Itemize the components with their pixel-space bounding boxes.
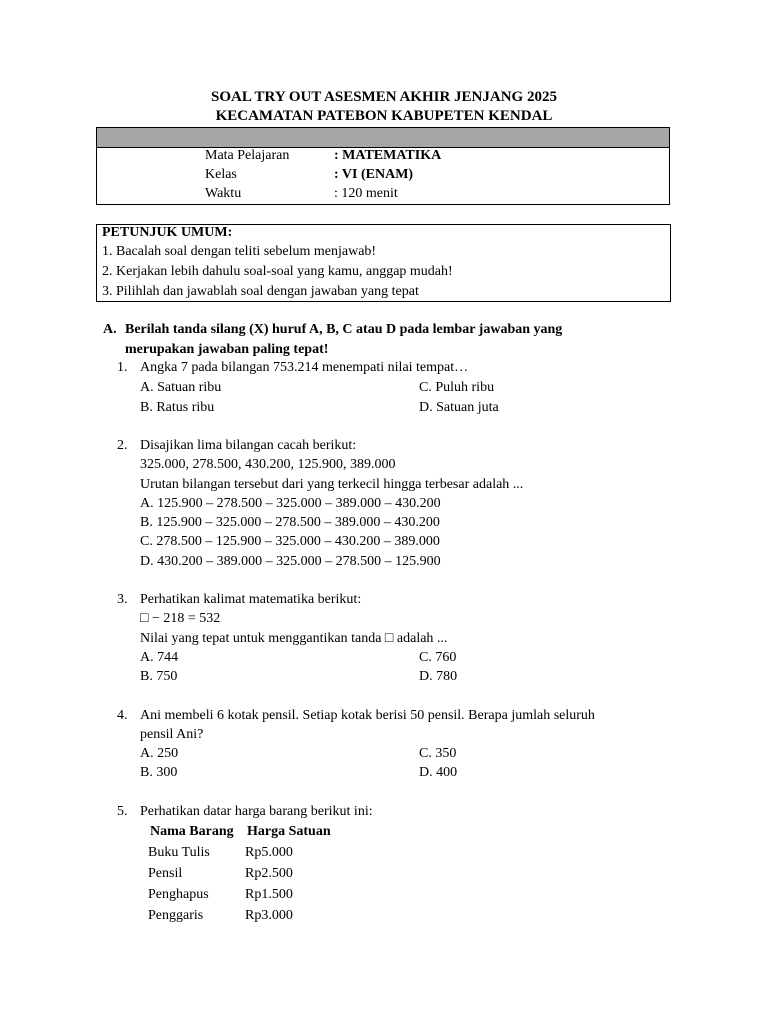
item-name: Penghapus bbox=[148, 887, 209, 902]
question-text-line1: Ani membeli 6 kotak pensil. Setiap kotak berisi 50 pensil. Berapa jumlah seluruh bbox=[140, 708, 595, 723]
question-prompt: Nilai yang tepat untuk menggantikan tanda □ adalah ... bbox=[140, 631, 448, 646]
item-price: Rp2.500 bbox=[245, 866, 293, 881]
question-number: 2. bbox=[117, 438, 128, 453]
question-text: Perhatikan datar harga barang berikut ini: bbox=[140, 804, 373, 819]
option-c[interactable]: C. Puluh ribu bbox=[419, 380, 495, 395]
page-subtitle: KECAMATAN PATEBON KABUPETEN KENDAL bbox=[215, 108, 553, 124]
question-text: Disajikan lima bilangan cacah berikut: bbox=[140, 438, 357, 453]
question-number: 4. bbox=[117, 708, 128, 723]
question-text-line2: pensil Ani? bbox=[140, 727, 204, 742]
item-price: Rp1.500 bbox=[245, 887, 293, 902]
option-c[interactable]: C. 350 bbox=[419, 746, 457, 761]
question-numbers: 325.000, 278.500, 430.200, 125.900, 389.000 bbox=[140, 457, 396, 472]
question-number: 3. bbox=[117, 592, 128, 607]
question-prompt: Urutan bilangan tersebut dari yang terkecil hingga terbesar adalah ... bbox=[140, 477, 524, 492]
item-name: Buku Tulis bbox=[148, 845, 210, 860]
instructions-box bbox=[96, 224, 671, 302]
section-label: A. bbox=[103, 322, 117, 337]
option-b[interactable]: B. 300 bbox=[140, 765, 178, 780]
option-a[interactable]: A. Satuan ribu bbox=[140, 380, 222, 395]
time-value: : 120 menit bbox=[334, 186, 398, 201]
option-b[interactable]: B. 125.900 – 325.000 – 278.500 – 389.000 – 430.200 bbox=[140, 515, 440, 530]
option-a[interactable]: A. 250 bbox=[140, 746, 179, 761]
item-name: Penggaris bbox=[148, 908, 204, 923]
info-header-bar bbox=[97, 128, 669, 148]
option-d[interactable]: D. 400 bbox=[419, 765, 458, 780]
header-unit-price: Harga Satuan bbox=[247, 824, 331, 839]
subject-label: Mata Pelajaran bbox=[205, 148, 290, 163]
option-c[interactable]: C. 760 bbox=[419, 650, 457, 665]
subject-value: : MATEMATIKA bbox=[334, 148, 442, 163]
item-name: Pensil bbox=[148, 866, 183, 881]
class-label: Kelas bbox=[205, 167, 237, 182]
option-d[interactable]: D. Satuan juta bbox=[419, 400, 499, 415]
info-box bbox=[96, 127, 670, 205]
question-number: 1. bbox=[117, 360, 128, 375]
header-item-name: Nama Barang bbox=[150, 824, 234, 839]
option-b[interactable]: B. Ratus ribu bbox=[140, 400, 215, 415]
question-number: 5. bbox=[117, 804, 128, 819]
item-price: Rp5.000 bbox=[245, 845, 293, 860]
option-c[interactable]: C. 278.500 – 125.900 – 325.000 – 430.200 – 389.000 bbox=[140, 534, 440, 549]
option-a[interactable]: A. 744 bbox=[140, 650, 179, 665]
page-title: SOAL TRY OUT ASESMEN AKHIR JENJANG 2025 bbox=[211, 89, 557, 105]
option-d[interactable]: D. 430.200 – 389.000 – 325.000 – 278.500 – 125.900 bbox=[140, 554, 441, 569]
item-price: Rp3.000 bbox=[245, 908, 293, 923]
question-equation: □ − 218 = 532 bbox=[140, 611, 221, 626]
instruction-item: 1. Bacalah soal dengan teliti sebelum menjawab! bbox=[102, 244, 377, 259]
time-label: Waktu bbox=[205, 186, 242, 201]
question-text: Perhatikan kalimat matematika berikut: bbox=[140, 592, 362, 607]
option-d[interactable]: D. 780 bbox=[419, 669, 458, 684]
option-a[interactable]: A. 125.900 – 278.500 – 325.000 – 389.000 – 430.200 bbox=[140, 496, 441, 511]
section-instruction-line1: Berilah tanda silang (X) huruf A, B, C atau D pada lembar jawaban yang bbox=[125, 322, 563, 337]
option-b[interactable]: B. 750 bbox=[140, 669, 178, 684]
question-text: Angka 7 pada bilangan 753.214 menempati nilai tempat… bbox=[140, 360, 469, 375]
instruction-item: 2. Kerjakan lebih dahulu soal-soal yang kamu, anggap mudah! bbox=[102, 264, 453, 279]
instructions-heading: PETUNJUK UMUM: bbox=[102, 225, 233, 240]
section-instruction-line2: merupakan jawaban paling tepat! bbox=[125, 342, 329, 357]
instruction-item: 3. Pilihlah dan jawablah soal dengan jawaban yang tepat bbox=[102, 284, 419, 299]
class-value: : VI (ENAM) bbox=[334, 167, 414, 182]
